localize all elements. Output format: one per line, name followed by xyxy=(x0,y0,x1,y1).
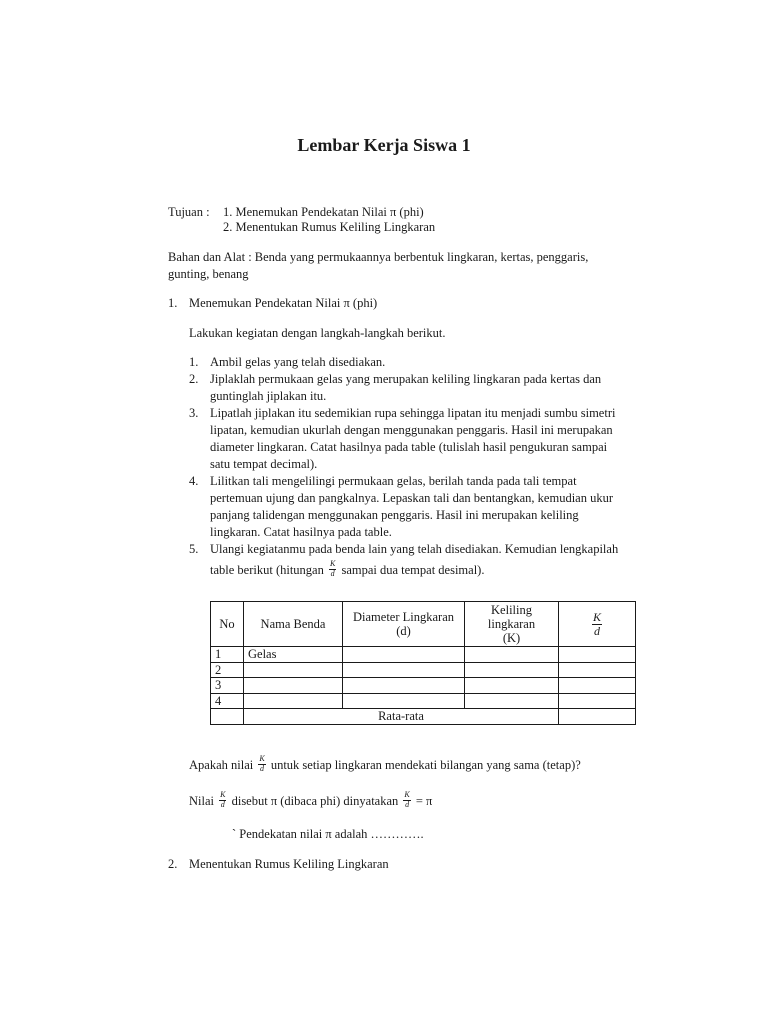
table-row: 1 Gelas xyxy=(211,647,636,663)
step-4-line: panjang talidengan menggunakan penggaris. Hasil ini merupakan keliling xyxy=(210,508,579,522)
header-nama-benda: Nama Benda xyxy=(244,602,343,647)
intro-text: Lakukan kegiatan dengan langkah-langkah berikut. xyxy=(189,326,446,340)
tujuan-label: Tujuan : xyxy=(168,205,210,219)
step-3-line: diameter lingkaran. Catat hasilnya pada table (tulislah hasil pengukuran sampai xyxy=(210,440,608,454)
step-number: 5. xyxy=(189,542,199,556)
average-label: Rata-rata xyxy=(244,709,559,725)
step-2-line: guntinglah jiplakan itu. xyxy=(210,389,327,403)
tujuan-item-2: 2. Menentukan Rumus Keliling Lingkaran xyxy=(223,220,436,234)
step-3-line: Lipatlah jiplakan itu sedemikian rupa sehingga lipatan itu menjadi sumbu simetri xyxy=(210,406,616,420)
header-keliling: Keliling lingkaran (K) xyxy=(465,602,559,647)
section-1-heading: Menemukan Pendekatan Nilai π (phi) xyxy=(189,296,378,310)
page-title: Lembar Kerja Siswa 1 xyxy=(297,135,471,155)
header-k-over-d: $\frac{K}{d}$ xyxy=(559,602,636,647)
header-no: No xyxy=(211,602,244,647)
step-4-line: lingkaran. Catat hasilnya pada table. xyxy=(210,525,392,539)
table-header-row xyxy=(211,602,636,647)
table-row: 2 xyxy=(211,662,636,678)
section-1-number: 1. xyxy=(168,296,178,310)
step-5-line: Ulangi kegiatanmu pada benda lain yang telah disediakan. Kemudian lengkapilah xyxy=(210,542,619,556)
bahan-line-2: gunting, benang xyxy=(168,267,249,281)
step-number: 3. xyxy=(189,406,199,420)
step-3-line: lipatan, kemudian ukurlah dengan menggunakan penggaris. Hasil ini merupakan xyxy=(210,423,613,437)
step-number: 4. xyxy=(189,474,199,488)
table-average-row xyxy=(211,709,636,725)
table-row: 4 xyxy=(211,693,636,709)
measurement-table xyxy=(210,601,636,725)
step-1-line: Ambil gelas yang telah disediakan. xyxy=(210,355,386,369)
tujuan-item-1: 1. Menemukan Pendekatan Nilai π (phi) xyxy=(223,205,424,219)
approximation-line: ` Pendekatan nilai π adalah …………. xyxy=(232,827,424,841)
bahan-line-1: Bahan dan Alat : Benda yang permukaannya berbentuk lingkaran, kertas, penggaris, xyxy=(168,250,589,264)
step-4-line: Lilitkan tali mengelilingi permukaan gelas, berilah tanda pada tali tempat xyxy=(210,474,577,488)
step-number: 1. xyxy=(189,355,199,369)
question-line: Apakah nilai $\frac{K}{d}$ untuk setiap lingkaran mendekati bilangan yang sama (tetap)? xyxy=(189,754,581,773)
section-2-heading: Menentukan Rumus Keliling Lingkaran xyxy=(189,857,389,871)
step-4-line: pertemuan ujung dan pangkalnya. Lepaskan tali dan bentangkan, kemudian ukur xyxy=(210,491,613,505)
k-over-d-fraction: $\frac{K}{d}$ xyxy=(329,559,336,578)
step-5-line-2: table berikut (hitungan $\frac{K}{d}$ sampai dua tempat desimal). xyxy=(210,559,485,578)
step-3-line: satu tempat decimal). xyxy=(210,457,318,471)
step-2-line: Jiplaklah permukaan gelas yang merupakan keliling lingkaran pada kertas dan xyxy=(210,372,602,386)
section-2-number: 2. xyxy=(168,857,178,871)
nilai-line: Nilai $\frac{K}{d}$ disebut π (dibaca phi) dinyatakan $\frac{K}{d}$ = π xyxy=(189,790,433,809)
header-diameter: Diameter Lingkaran (d) xyxy=(343,602,465,647)
step-number: 2. xyxy=(189,372,199,386)
table-row: 3 xyxy=(211,678,636,694)
